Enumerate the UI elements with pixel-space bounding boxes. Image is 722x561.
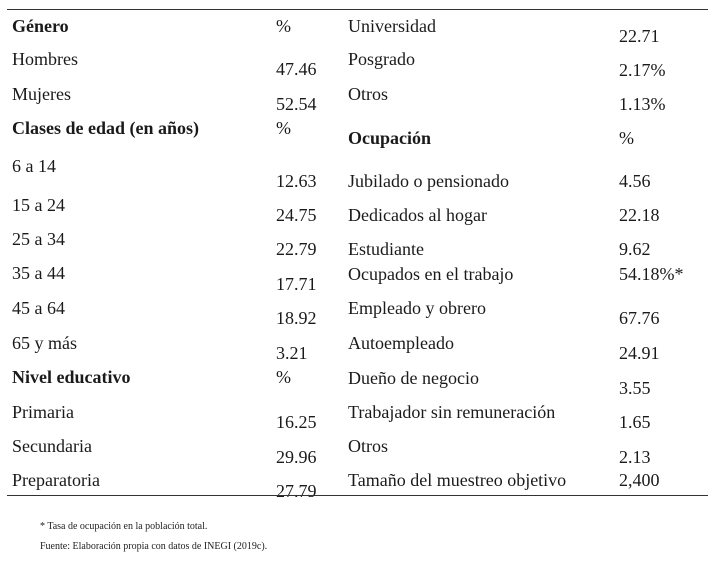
row-label: 45 a 64 <box>12 298 65 318</box>
row-label: Otros <box>348 436 388 456</box>
row-value: 22.71 <box>619 26 660 46</box>
row-label: 65 y más <box>12 333 77 353</box>
row-label: Trabajador sin remuneración <box>348 402 556 422</box>
percent-header: % <box>619 128 634 148</box>
row-value: 2,400 <box>619 470 660 490</box>
row-label: Preparatoria <box>12 470 100 490</box>
row-value: 27.79 <box>276 481 317 501</box>
row-value: 3.55 <box>619 378 651 398</box>
footnote: * Tasa de ocupación en la población total. <box>40 521 208 532</box>
row-value: 24.75 <box>276 205 317 225</box>
row-label: Secundaria <box>12 436 92 456</box>
row-label: 35 a 44 <box>12 263 65 283</box>
percent-header: % <box>276 16 291 36</box>
row-value: 22.18 <box>619 205 660 225</box>
row-value: 22.79 <box>276 239 317 259</box>
row-value: 17.71 <box>276 274 317 294</box>
section-header: Nivel educativo <box>12 367 131 387</box>
row-label: Jubilado o pensionado <box>348 171 509 191</box>
section-header: Ocupación <box>348 128 432 148</box>
row-value: 54.18%* <box>619 264 684 284</box>
row-value: 47.46 <box>276 59 317 79</box>
table-bottom-rule <box>7 495 708 496</box>
row-label: Universidad <box>348 16 436 36</box>
row-label: Empleado y obrero <box>348 298 486 318</box>
row-value: 2.13 <box>619 447 651 467</box>
row-label: Autoempleado <box>348 333 454 353</box>
row-value: 29.96 <box>276 447 317 467</box>
row-label: Ocupados en el trabajo <box>348 264 514 284</box>
percent-header: % <box>276 367 291 387</box>
source-note: Fuente: Elaboración propia con datos de INEGI (2019c). <box>40 541 268 552</box>
row-value: 1.13% <box>619 94 666 114</box>
section-header: Género <box>12 16 69 36</box>
percent-header: % <box>276 118 291 138</box>
row-value: 12.63 <box>276 171 317 191</box>
row-label: 25 a 34 <box>12 229 65 249</box>
row-label: Hombres <box>12 49 78 69</box>
row-label: Primaria <box>12 402 74 422</box>
row-value: 67.76 <box>619 308 660 328</box>
row-label: Estudiante <box>348 239 424 259</box>
row-label: 15 a 24 <box>12 195 65 215</box>
row-value: 1.65 <box>619 412 651 432</box>
row-label: Dedicados al hogar <box>348 205 487 225</box>
row-label: Dueño de negocio <box>348 368 479 388</box>
row-value: 52.54 <box>276 94 317 114</box>
row-value: 18.92 <box>276 308 317 328</box>
row-label: Tamaño del muestreo objetivo <box>348 470 567 490</box>
row-value: 9.62 <box>619 239 651 259</box>
section-header: Clases de edad (en años) <box>12 118 200 138</box>
row-value: 16.25 <box>276 412 317 432</box>
row-value: 3.21 <box>276 343 308 363</box>
row-label: Posgrado <box>348 49 415 69</box>
row-value: 2.17% <box>619 60 666 80</box>
row-value: 24.91 <box>619 343 660 363</box>
row-label: Mujeres <box>12 84 71 104</box>
row-value: 4.56 <box>619 171 651 191</box>
row-label: Otros <box>348 84 388 104</box>
row-label: 6 a 14 <box>12 156 56 176</box>
